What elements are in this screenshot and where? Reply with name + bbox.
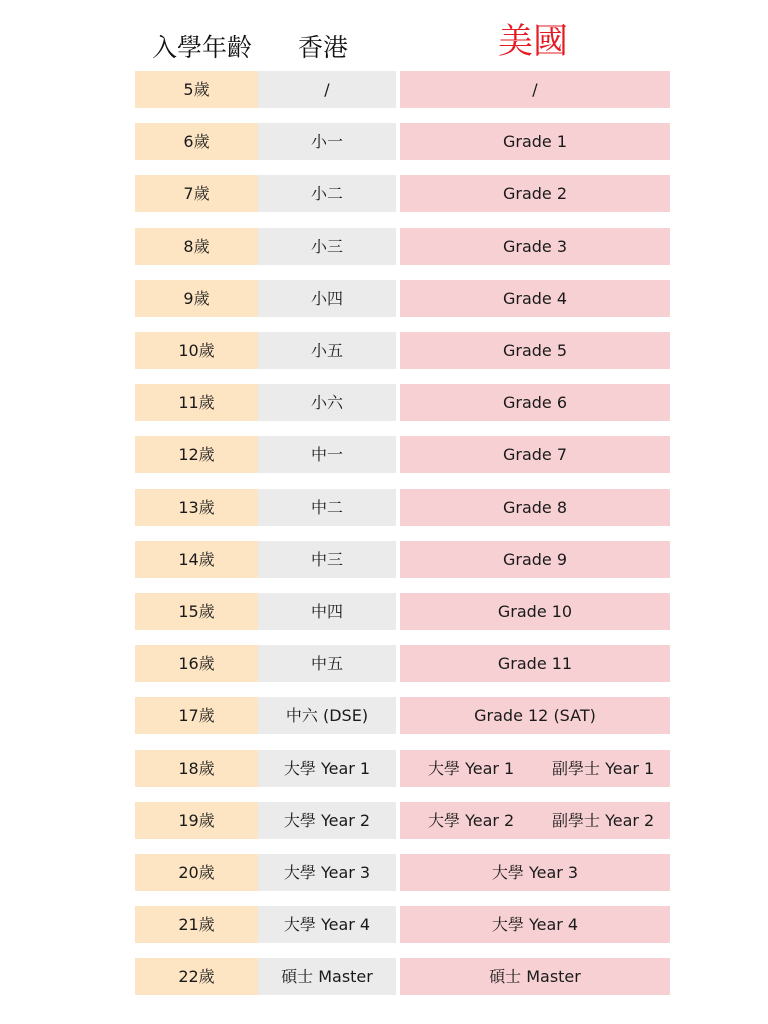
- table-row: [0, 906, 768, 943]
- hong-kong-cell: 小三: [258, 228, 396, 265]
- usa-cell: [400, 750, 670, 787]
- usa-cell: /: [400, 71, 670, 108]
- hong-kong-cell: /: [258, 71, 396, 108]
- usa-cell: Grade 8: [400, 489, 670, 526]
- table-row: [0, 750, 768, 787]
- hong-kong-cell: 小六: [258, 384, 396, 421]
- hong-kong-cell: 小五: [258, 332, 396, 369]
- table-row: [0, 489, 768, 526]
- table-row: [0, 854, 768, 891]
- hong-kong-cell: 中五: [258, 645, 396, 682]
- usa-cell: 大學 Year 3: [400, 854, 670, 891]
- table-row: [0, 645, 768, 682]
- age-cell: 17歲: [135, 697, 258, 734]
- usa-cell: 大學 Year 4: [400, 906, 670, 943]
- usa-cell: Grade 12 (SAT): [400, 697, 670, 734]
- usa-cell: Grade 7: [400, 436, 670, 473]
- age-cell: 20歲: [135, 854, 258, 891]
- age-cell: 15歲: [135, 593, 258, 630]
- table-row: [0, 958, 768, 995]
- usa-cell: Grade 5: [400, 332, 670, 369]
- age-column-header: 入學年齡: [152, 33, 253, 62]
- age-cell: 9歲: [135, 280, 258, 317]
- table-header: [0, 0, 768, 70]
- usa-cell: Grade 1: [400, 123, 670, 160]
- age-cell: 7歲: [135, 175, 258, 212]
- age-cell: 21歲: [135, 906, 258, 943]
- hong-kong-cell: 小四: [258, 280, 396, 317]
- age-cell: 10歲: [135, 332, 258, 369]
- usa-cell: Grade 3: [400, 228, 670, 265]
- age-cell: 19歲: [135, 802, 258, 839]
- usa-cell: Grade 2: [400, 175, 670, 212]
- age-cell: 18歲: [135, 750, 258, 787]
- usa-cell: Grade 9: [400, 541, 670, 578]
- table-row: [0, 593, 768, 630]
- table-row: [0, 228, 768, 265]
- age-cell: 12歲: [135, 436, 258, 473]
- age-cell: 11歲: [135, 384, 258, 421]
- hong-kong-cell: 中一: [258, 436, 396, 473]
- table-row: [0, 384, 768, 421]
- usa-cell: Grade 4: [400, 280, 670, 317]
- hong-kong-cell: 大學 Year 2: [258, 802, 396, 839]
- usa-cell: Grade 10: [400, 593, 670, 630]
- hong-kong-cell: 中四: [258, 593, 396, 630]
- hong-kong-cell: 小一: [258, 123, 396, 160]
- table-row: [0, 280, 768, 317]
- age-cell: 16歲: [135, 645, 258, 682]
- age-cell: 14歲: [135, 541, 258, 578]
- table-row: [0, 436, 768, 473]
- usa-university-text: 大學 Year 1: [428, 758, 515, 778]
- table-row: [0, 332, 768, 369]
- hong-kong-cell: 碩士 Master: [258, 958, 396, 995]
- usa-column-header: 美國: [498, 22, 569, 62]
- table-row: [0, 697, 768, 734]
- age-cell: 22歲: [135, 958, 258, 995]
- age-cell: 13歲: [135, 489, 258, 526]
- table-row: [0, 802, 768, 839]
- hong-kong-cell: 大學 Year 1: [258, 750, 396, 787]
- hong-kong-cell: 中二: [258, 489, 396, 526]
- table-row: [0, 123, 768, 160]
- hong-kong-column-header: 香港: [298, 33, 349, 62]
- hong-kong-cell: 小二: [258, 175, 396, 212]
- table-row: [0, 71, 768, 108]
- hong-kong-cell: 中六 (DSE): [258, 697, 396, 734]
- hong-kong-cell: 大學 Year 3: [258, 854, 396, 891]
- usa-cell: Grade 6: [400, 384, 670, 421]
- hong-kong-cell: 大學 Year 4: [258, 906, 396, 943]
- age-cell: 6歲: [135, 123, 258, 160]
- usa-associate-degree-text: 副學士 Year 2: [552, 810, 655, 830]
- hong-kong-cell: 中三: [258, 541, 396, 578]
- usa-associate-degree-text: 副學士 Year 1: [552, 758, 655, 778]
- table-row: [0, 175, 768, 212]
- usa-university-text: 大學 Year 2: [428, 810, 515, 830]
- usa-cell: [400, 802, 670, 839]
- age-cell: 8歲: [135, 228, 258, 265]
- usa-cell: 碩士 Master: [400, 958, 670, 995]
- age-cell: 5歲: [135, 71, 258, 108]
- usa-cell: Grade 11: [400, 645, 670, 682]
- table-row: [0, 541, 768, 578]
